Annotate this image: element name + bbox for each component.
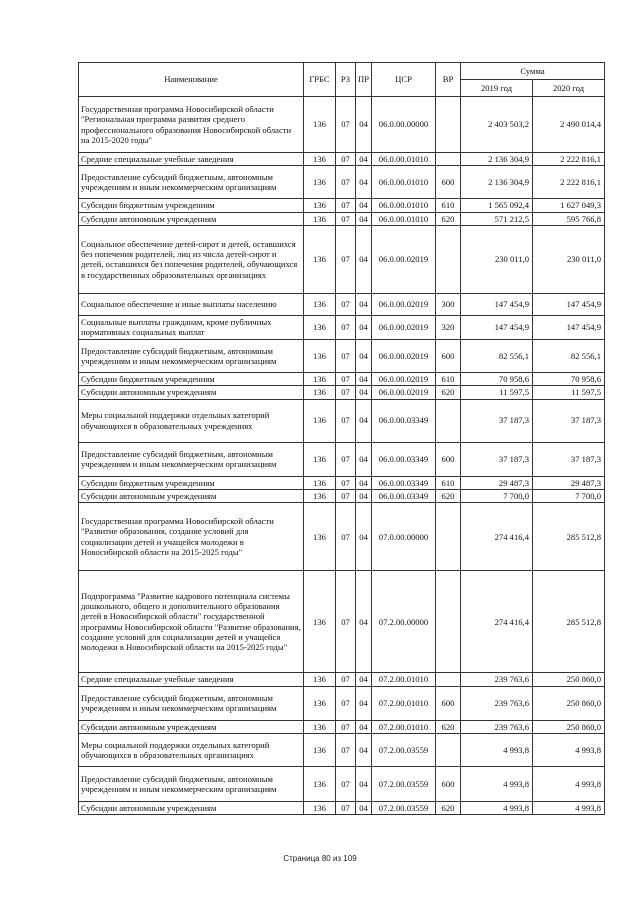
header-name: Наименование bbox=[79, 63, 304, 97]
table-row bbox=[79, 766, 605, 801]
cell-2019: 239 763,6 bbox=[461, 673, 533, 686]
table-row bbox=[79, 476, 605, 489]
cell-2020: 70 958,6 bbox=[533, 372, 605, 385]
header-vr: ВР bbox=[436, 63, 461, 97]
cell-grbs: 136 bbox=[304, 476, 336, 489]
cell-vr bbox=[436, 673, 461, 686]
cell-grbs: 136 bbox=[304, 293, 336, 315]
cell-rz: 07 bbox=[336, 673, 356, 686]
table-row bbox=[79, 442, 605, 476]
cell-2020: 7 700,0 bbox=[533, 489, 605, 502]
header-year-2020: 2020 год bbox=[533, 80, 605, 97]
cell-grbs: 136 bbox=[304, 315, 336, 339]
cell-rz: 07 bbox=[336, 372, 356, 385]
header-grbs: ГРБС bbox=[304, 63, 336, 97]
cell-pr: 04 bbox=[356, 733, 372, 766]
cell-grbs: 136 bbox=[304, 489, 336, 502]
cell-vr: 610 bbox=[436, 372, 461, 385]
cell-vr bbox=[436, 97, 461, 153]
cell-pr: 04 bbox=[356, 293, 372, 315]
cell-2019: 82 556,1 bbox=[461, 339, 533, 372]
cell-csr: 07.0.00.00000 bbox=[372, 503, 436, 571]
cell-csr: 06.0.00.03349 bbox=[372, 399, 436, 442]
cell-name: Субсидии автономным учреждениям bbox=[79, 720, 304, 733]
cell-name: Субсидии автономным учреждениям bbox=[79, 801, 304, 814]
cell-2020: 82 556,1 bbox=[533, 339, 605, 372]
cell-pr: 04 bbox=[356, 315, 372, 339]
cell-2020: 250 860,0 bbox=[533, 720, 605, 733]
cell-csr: 06.0.00.02019 bbox=[372, 293, 436, 315]
cell-csr: 06.0.00.01010 bbox=[372, 153, 436, 166]
cell-rz: 07 bbox=[336, 686, 356, 720]
cell-name: Социальное обеспечение и иные выплаты населению bbox=[79, 293, 304, 315]
cell-2019: 29 487,3 bbox=[461, 476, 533, 489]
header-rz: РЗ bbox=[336, 63, 356, 97]
header-csr: ЦСР bbox=[372, 63, 436, 97]
cell-rz: 07 bbox=[336, 153, 356, 166]
cell-2020: 147 454,9 bbox=[533, 315, 605, 339]
table-row bbox=[79, 293, 605, 315]
cell-2020: 2 222 816,1 bbox=[533, 166, 605, 199]
cell-2020: 230 011,0 bbox=[533, 225, 605, 293]
cell-rz: 07 bbox=[336, 720, 356, 733]
cell-grbs: 136 bbox=[304, 153, 336, 166]
cell-pr: 04 bbox=[356, 720, 372, 733]
table-header bbox=[79, 63, 605, 97]
cell-csr: 06.0.00.00000 bbox=[372, 97, 436, 153]
cell-vr: 620 bbox=[436, 801, 461, 814]
cell-rz: 07 bbox=[336, 97, 356, 153]
table-row bbox=[79, 372, 605, 385]
cell-vr: 600 bbox=[436, 442, 461, 476]
cell-csr: 06.0.00.01010 bbox=[372, 166, 436, 199]
table-row bbox=[79, 399, 605, 442]
cell-grbs: 136 bbox=[304, 399, 336, 442]
cell-rz: 07 bbox=[336, 766, 356, 801]
cell-csr: 06.0.00.02019 bbox=[372, 315, 436, 339]
cell-pr: 04 bbox=[356, 476, 372, 489]
cell-name: Меры социальной поддержки отдельных категорий обучающихся в образовательных учреждениях bbox=[79, 399, 304, 442]
cell-2019: 230 011,0 bbox=[461, 225, 533, 293]
cell-pr: 04 bbox=[356, 673, 372, 686]
cell-pr: 04 bbox=[356, 686, 372, 720]
cell-csr: 07.2.00.01010 bbox=[372, 686, 436, 720]
table-row bbox=[79, 686, 605, 720]
cell-2019: 4 993,8 bbox=[461, 766, 533, 801]
cell-pr: 04 bbox=[356, 801, 372, 814]
cell-grbs: 136 bbox=[304, 199, 336, 212]
cell-grbs: 136 bbox=[304, 801, 336, 814]
cell-pr: 04 bbox=[356, 225, 372, 293]
cell-rz: 07 bbox=[336, 199, 356, 212]
cell-grbs: 136 bbox=[304, 673, 336, 686]
cell-2019: 4 993,8 bbox=[461, 733, 533, 766]
cell-pr: 04 bbox=[356, 571, 372, 673]
cell-name: Субсидии бюджетным учреждениям bbox=[79, 199, 304, 212]
cell-name: Предоставление субсидий бюджетным, автономным учреждениям и иным некоммерческим организациям bbox=[79, 442, 304, 476]
cell-vr bbox=[436, 399, 461, 442]
cell-vr: 620 bbox=[436, 212, 461, 225]
cell-grbs: 136 bbox=[304, 225, 336, 293]
cell-pr: 04 bbox=[356, 166, 372, 199]
cell-csr: 06.0.00.02019 bbox=[372, 225, 436, 293]
cell-rz: 07 bbox=[336, 571, 356, 673]
cell-grbs: 136 bbox=[304, 571, 336, 673]
table-row bbox=[79, 571, 605, 673]
cell-pr: 04 bbox=[356, 212, 372, 225]
cell-2020: 4 993,8 bbox=[533, 733, 605, 766]
cell-pr: 04 bbox=[356, 766, 372, 801]
cell-rz: 07 bbox=[336, 225, 356, 293]
cell-2020: 11 597,5 bbox=[533, 386, 605, 399]
table-row bbox=[79, 212, 605, 225]
cell-grbs: 136 bbox=[304, 212, 336, 225]
cell-name: Средние специальные учебные заведения bbox=[79, 153, 304, 166]
table-row bbox=[79, 225, 605, 293]
cell-2019: 147 454,9 bbox=[461, 315, 533, 339]
cell-2019: 239 763,6 bbox=[461, 686, 533, 720]
cell-vr: 620 bbox=[436, 720, 461, 733]
cell-rz: 07 bbox=[336, 399, 356, 442]
table-row bbox=[79, 673, 605, 686]
cell-name: Предоставление субсидий бюджетным, автономным учреждениям и иным некоммерческим организациям bbox=[79, 166, 304, 199]
cell-rz: 07 bbox=[336, 442, 356, 476]
table-row bbox=[79, 166, 605, 199]
cell-grbs: 136 bbox=[304, 166, 336, 199]
table-row bbox=[79, 503, 605, 571]
cell-2019: 239 763,6 bbox=[461, 720, 533, 733]
cell-rz: 07 bbox=[336, 733, 356, 766]
cell-name: Социальные выплаты гражданам, кроме публичных нормативных социальных выплат bbox=[79, 315, 304, 339]
cell-vr bbox=[436, 733, 461, 766]
cell-name: Субсидии автономным учреждениям bbox=[79, 386, 304, 399]
cell-2019: 37 187,3 bbox=[461, 442, 533, 476]
table-row bbox=[79, 97, 605, 153]
cell-2020: 2 222 816,1 bbox=[533, 153, 605, 166]
cell-2020: 250 860,0 bbox=[533, 673, 605, 686]
cell-2019: 7 700,0 bbox=[461, 489, 533, 502]
cell-2019: 37 187,3 bbox=[461, 399, 533, 442]
cell-2020: 37 187,3 bbox=[533, 442, 605, 476]
cell-grbs: 136 bbox=[304, 766, 336, 801]
cell-rz: 07 bbox=[336, 503, 356, 571]
table-row bbox=[79, 386, 605, 399]
cell-name: Предоставление субсидий бюджетным, автономным учреждениям и иным некоммерческим организациям bbox=[79, 686, 304, 720]
cell-name: Субсидии автономным учреждениям bbox=[79, 489, 304, 502]
cell-name: Государственная программа Новосибирской области "Региональная программа развития среднего профессионального образования Новосибирской области на 2015-2020 годы" bbox=[79, 97, 304, 153]
cell-2020: 37 187,3 bbox=[533, 399, 605, 442]
table-row bbox=[79, 720, 605, 733]
cell-2019: 274 416,4 bbox=[461, 571, 533, 673]
cell-2019: 4 993,8 bbox=[461, 801, 533, 814]
cell-csr: 06.0.00.03349 bbox=[372, 489, 436, 502]
cell-2020: 250 860,0 bbox=[533, 686, 605, 720]
cell-csr: 06.0.00.02019 bbox=[372, 339, 436, 372]
cell-2019: 1 565 092,4 bbox=[461, 199, 533, 212]
cell-2020: 2 490 014,4 bbox=[533, 97, 605, 153]
cell-vr: 610 bbox=[436, 199, 461, 212]
cell-rz: 07 bbox=[336, 386, 356, 399]
cell-vr: 300 bbox=[436, 293, 461, 315]
cell-csr: 07.2.00.03559 bbox=[372, 801, 436, 814]
cell-pr: 04 bbox=[356, 442, 372, 476]
cell-2020: 595 766,8 bbox=[533, 212, 605, 225]
cell-pr: 04 bbox=[356, 386, 372, 399]
table-row bbox=[79, 153, 605, 166]
cell-2020: 285 512,8 bbox=[533, 571, 605, 673]
cell-pr: 04 bbox=[356, 399, 372, 442]
cell-name: Подпрограмма "Развитие кадрового потенциала системы дошкольного, общего и дополнительного образования детей в Новосибирской области" государственной программы Новосибирской области "Развитие образования, создание условий для социализации детей и учащейся молодежи в Новосибирской области на 2015-2025 годы" bbox=[79, 571, 304, 673]
cell-name: Субсидии автономным учреждениям bbox=[79, 212, 304, 225]
cell-2020: 4 993,8 bbox=[533, 766, 605, 801]
cell-grbs: 136 bbox=[304, 686, 336, 720]
cell-grbs: 136 bbox=[304, 339, 336, 372]
cell-rz: 07 bbox=[336, 166, 356, 199]
cell-rz: 07 bbox=[336, 315, 356, 339]
cell-vr: 610 bbox=[436, 476, 461, 489]
cell-csr: 07.2.00.01010 bbox=[372, 720, 436, 733]
cell-pr: 04 bbox=[356, 489, 372, 502]
cell-rz: 07 bbox=[336, 212, 356, 225]
cell-grbs: 136 bbox=[304, 503, 336, 571]
budget-table-container bbox=[78, 62, 604, 815]
cell-name: Социальное обеспечение детей-сирот и детей, оставшихся без попечения родителей, лиц из числа детей-сирот и детей, оставшихся без попечения родителей, обучающихся в государственных образовательных организациях bbox=[79, 225, 304, 293]
cell-vr: 600 bbox=[436, 766, 461, 801]
page-number: Страница 80 из 109 bbox=[283, 854, 357, 863]
table-row bbox=[79, 733, 605, 766]
cell-pr: 04 bbox=[356, 503, 372, 571]
cell-name: Государственная программа Новосибирской области "Развитие образования, создание условий для социализации детей и учащейся молодежи в Новосибирской области на 2015-2025 годы" bbox=[79, 503, 304, 571]
cell-csr: 06.0.00.03349 bbox=[372, 442, 436, 476]
table-row bbox=[79, 315, 605, 339]
cell-vr: 600 bbox=[436, 686, 461, 720]
cell-pr: 04 bbox=[356, 372, 372, 385]
cell-csr: 07.2.00.00000 bbox=[372, 571, 436, 673]
table-row bbox=[79, 489, 605, 502]
cell-csr: 07.2.00.01010 bbox=[372, 673, 436, 686]
cell-2019: 571 212,5 bbox=[461, 212, 533, 225]
cell-name: Субсидии бюджетным учреждениям bbox=[79, 476, 304, 489]
cell-pr: 04 bbox=[356, 97, 372, 153]
budget-table bbox=[78, 62, 605, 815]
cell-2019: 2 136 304,9 bbox=[461, 166, 533, 199]
cell-vr bbox=[436, 225, 461, 293]
header-year-2019: 2019 год bbox=[461, 80, 533, 97]
cell-grbs: 136 bbox=[304, 372, 336, 385]
cell-2019: 274 416,4 bbox=[461, 503, 533, 571]
cell-2020: 1 627 049,3 bbox=[533, 199, 605, 212]
cell-2019: 2 136 304,9 bbox=[461, 153, 533, 166]
header-pr: ПР bbox=[356, 63, 372, 97]
table-row bbox=[79, 199, 605, 212]
cell-csr: 06.0.00.01010 bbox=[372, 212, 436, 225]
cell-grbs: 136 bbox=[304, 720, 336, 733]
cell-rz: 07 bbox=[336, 339, 356, 372]
cell-rz: 07 bbox=[336, 489, 356, 502]
cell-rz: 07 bbox=[336, 293, 356, 315]
cell-rz: 07 bbox=[336, 476, 356, 489]
cell-2020: 29 487,3 bbox=[533, 476, 605, 489]
cell-csr: 06.0.00.01010 bbox=[372, 199, 436, 212]
cell-csr: 06.0.00.02019 bbox=[372, 372, 436, 385]
cell-name: Предоставление субсидий бюджетным, автономным учреждениям и иным некоммерческим организациям bbox=[79, 339, 304, 372]
cell-vr: 600 bbox=[436, 166, 461, 199]
cell-csr: 06.0.00.02019 bbox=[372, 386, 436, 399]
cell-grbs: 136 bbox=[304, 97, 336, 153]
table-body bbox=[79, 97, 605, 815]
cell-name: Предоставление субсидий бюджетным, автономным учреждениям и иным некоммерческим организациям bbox=[79, 766, 304, 801]
cell-vr bbox=[436, 503, 461, 571]
cell-2019: 2 403 503,2 bbox=[461, 97, 533, 153]
cell-grbs: 136 bbox=[304, 442, 336, 476]
cell-grbs: 136 bbox=[304, 733, 336, 766]
cell-2019: 147 454,9 bbox=[461, 293, 533, 315]
cell-name: Субсидии бюджетным учреждениям bbox=[79, 372, 304, 385]
header-sum: Сумма bbox=[461, 63, 605, 80]
cell-pr: 04 bbox=[356, 153, 372, 166]
cell-2020: 4 993,8 bbox=[533, 801, 605, 814]
cell-csr: 06.0.00.03349 bbox=[372, 476, 436, 489]
cell-vr bbox=[436, 153, 461, 166]
cell-2020: 285 512,8 bbox=[533, 503, 605, 571]
cell-pr: 04 bbox=[356, 339, 372, 372]
cell-2019: 70 958,6 bbox=[461, 372, 533, 385]
cell-name: Меры социальной поддержки отдельных категорий обучающихся в образовательных организациях bbox=[79, 733, 304, 766]
table-row bbox=[79, 801, 605, 814]
cell-csr: 07.2.00.03559 bbox=[372, 766, 436, 801]
cell-vr: 320 bbox=[436, 315, 461, 339]
cell-csr: 07.2.00.03559 bbox=[372, 733, 436, 766]
cell-pr: 04 bbox=[356, 199, 372, 212]
cell-rz: 07 bbox=[336, 801, 356, 814]
cell-vr: 600 bbox=[436, 339, 461, 372]
cell-2020: 147 454,9 bbox=[533, 293, 605, 315]
cell-name: Средние специальные учебные заведения bbox=[79, 673, 304, 686]
table-row bbox=[79, 339, 605, 372]
cell-grbs: 136 bbox=[304, 386, 336, 399]
cell-vr: 620 bbox=[436, 489, 461, 502]
cell-vr bbox=[436, 571, 461, 673]
cell-2019: 11 597,5 bbox=[461, 386, 533, 399]
cell-vr: 620 bbox=[436, 386, 461, 399]
